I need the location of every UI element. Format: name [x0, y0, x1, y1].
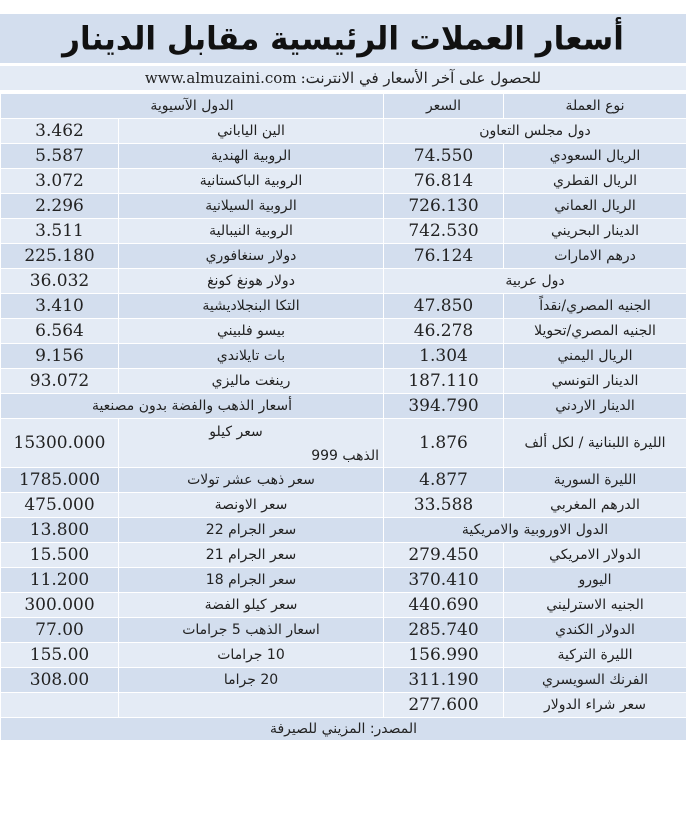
left-value: 475.000 — [1, 493, 119, 518]
title-band — [0, 14, 686, 66]
header-asian-countries: الدول الآسيوية — [1, 94, 384, 119]
left-value: 3.511 — [1, 219, 119, 244]
left-value: 93.072 — [1, 369, 119, 394]
section-label: دول عربية — [384, 269, 687, 294]
right-name: الريال القطري — [504, 169, 687, 194]
table-row — [1, 119, 687, 144]
table-row — [1, 219, 687, 244]
left-value: 2.296 — [1, 194, 119, 219]
right-name: الجنيه الاسترليني — [504, 593, 687, 618]
page-title: أسعار العملات الرئيسية مقابل الدينار — [62, 19, 624, 58]
right-name: درهم الامارات — [504, 244, 687, 269]
right-value: 370.410 — [384, 568, 504, 593]
right-value: 1.304 — [384, 344, 504, 369]
table-header-row — [1, 94, 687, 119]
table-row — [1, 194, 687, 219]
right-name: الليرة التركية — [504, 643, 687, 668]
right-value: 4.877 — [384, 468, 504, 493]
right-name: الدينار التونسي — [504, 369, 687, 394]
table-row — [1, 169, 687, 194]
right-value: 47.850 — [384, 294, 504, 319]
left-name: التكا البنجلاديشية — [119, 294, 384, 319]
website-link[interactable]: www.almuzaini.com — [144, 69, 297, 87]
right-name: الدولار الكندي — [504, 618, 687, 643]
section-label: دول مجلس التعاون — [384, 119, 687, 144]
table-row — [1, 369, 687, 394]
table-row — [1, 668, 687, 693]
left-name: بيسو فلبيني — [119, 319, 384, 344]
table-row — [1, 319, 687, 344]
left-value: 13.800 — [1, 518, 119, 543]
left-value: 11.200 — [1, 568, 119, 593]
right-value: 187.110 — [384, 369, 504, 394]
right-value: 74.550 — [384, 144, 504, 169]
right-name: سعر شراء الدولار — [504, 693, 687, 718]
right-value: 46.278 — [384, 319, 504, 344]
right-name: الريال العماني — [504, 194, 687, 219]
left-name-line2: الذهب 999 — [311, 448, 380, 464]
right-name: الريال السعودي — [504, 144, 687, 169]
header-currency-type: نوع العملة — [504, 94, 687, 119]
right-name: الريال اليمني — [504, 344, 687, 369]
left-value: 5.587 — [1, 144, 119, 169]
left-value: 36.032 — [1, 269, 119, 294]
subtitle — [0, 66, 686, 93]
left-value: 15300.000 — [1, 419, 119, 468]
table-row — [1, 468, 687, 493]
right-value: 1.876 — [384, 419, 504, 468]
left-name-line1: سعر كيلو — [209, 424, 263, 440]
left-name: الروبية السيلانية — [119, 194, 384, 219]
left-name: دولار سنغافوري — [119, 244, 384, 269]
left-name: الروبية النيبالية — [119, 219, 384, 244]
right-value: 726.130 — [384, 194, 504, 219]
left-name: الروبية الهندية — [119, 144, 384, 169]
left-name: رينغت ماليزي — [119, 369, 384, 394]
left-value: 3.462 — [1, 119, 119, 144]
right-value: 277.600 — [384, 693, 504, 718]
left-name: الروبية الباكستانية — [119, 169, 384, 194]
table-row — [1, 568, 687, 593]
table-row — [1, 344, 687, 369]
right-value: 156.990 — [384, 643, 504, 668]
right-value: 33.588 — [384, 493, 504, 518]
table-row — [1, 394, 687, 419]
right-name: الدينار البحريني — [504, 219, 687, 244]
left-name: سعر الجرام 18 — [119, 568, 384, 593]
left-name — [119, 419, 384, 468]
left-name: سعر الجرام 21 — [119, 543, 384, 568]
right-value: 76.814 — [384, 169, 504, 194]
right-name: الليرة السورية — [504, 468, 687, 493]
table-row — [1, 643, 687, 668]
left-value: 9.156 — [1, 344, 119, 369]
right-value: 285.740 — [384, 618, 504, 643]
left-value: 77.00 — [1, 618, 119, 643]
left-name: سعر الاونصة — [119, 493, 384, 518]
left-name: 20 جراما — [119, 668, 384, 693]
section-label-gold-silver: أسعار الذهب والفضة بدون مصنعية — [1, 394, 384, 419]
right-name: الفرنك السويسري — [504, 668, 687, 693]
left-name: بات تايلاندي — [119, 344, 384, 369]
left-value: 3.410 — [1, 294, 119, 319]
left-name: سعر ذهب عشر تولات — [119, 468, 384, 493]
left-name: سعر الجرام 22 — [119, 518, 384, 543]
left-value — [1, 693, 119, 718]
right-name: اليورو — [504, 568, 687, 593]
table-row — [1, 618, 687, 643]
header-price: السعر — [384, 94, 504, 119]
left-value: 3.072 — [1, 169, 119, 194]
right-name: الدينار الاردني — [504, 394, 687, 419]
right-name: الدرهم المغربي — [504, 493, 687, 518]
table-row — [1, 244, 687, 269]
left-value: 225.180 — [1, 244, 119, 269]
right-name: الجنيه المصري/نقداً — [504, 294, 687, 319]
footer-row — [1, 718, 687, 741]
table-row — [1, 593, 687, 618]
table-row — [1, 294, 687, 319]
table-row — [1, 144, 687, 169]
right-value: 76.124 — [384, 244, 504, 269]
exchange-rates-document — [0, 14, 686, 741]
table-row — [1, 419, 687, 468]
table-row — [1, 518, 687, 543]
right-value: 742.530 — [384, 219, 504, 244]
table-row — [1, 493, 687, 518]
left-name: دولار هونغ كونغ — [119, 269, 384, 294]
left-name: سعر كيلو الفضة — [119, 593, 384, 618]
right-name: الجنيه المصري/تحويلا — [504, 319, 687, 344]
left-value: 1785.000 — [1, 468, 119, 493]
section-label: الدول الاوروبية والامريكية — [384, 518, 687, 543]
table-row — [1, 543, 687, 568]
left-value: 6.564 — [1, 319, 119, 344]
right-value: 279.450 — [384, 543, 504, 568]
subtitle-text: للحصول على آخر الأسعار في الانترنت: — [300, 69, 542, 87]
left-value: 308.00 — [1, 668, 119, 693]
right-value: 394.790 — [384, 394, 504, 419]
right-value: 440.690 — [384, 593, 504, 618]
left-value: 155.00 — [1, 643, 119, 668]
left-name: الين الياباني — [119, 119, 384, 144]
right-value: 311.190 — [384, 668, 504, 693]
left-name: اسعار الذهب 5 جرامات — [119, 618, 384, 643]
table-row — [1, 693, 687, 718]
right-name: الدولار الامريكي — [504, 543, 687, 568]
left-value: 300.000 — [1, 593, 119, 618]
left-value: 15.500 — [1, 543, 119, 568]
right-name: الليرة اللبنانية / لكل ألف — [504, 419, 687, 468]
source-note: المصدر: المزيني للصيرفة — [1, 718, 687, 741]
table-row — [1, 269, 687, 294]
left-name: 10 جرامات — [119, 643, 384, 668]
rates-table — [0, 93, 687, 741]
left-name — [119, 693, 384, 718]
